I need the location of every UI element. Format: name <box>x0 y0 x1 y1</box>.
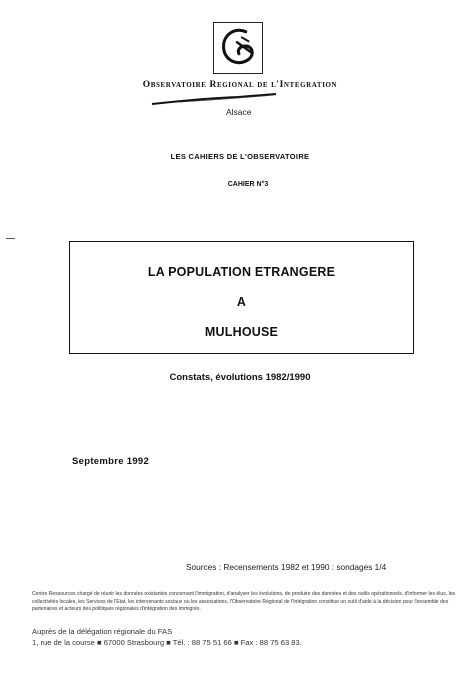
margin-mark <box>6 238 15 239</box>
title-line-1: LA POPULATION ETRANGERE <box>147 265 336 279</box>
title-line-3: MULHOUSE <box>204 325 279 339</box>
pen-swoosh-icon <box>150 92 280 108</box>
region-label: Alsace <box>226 107 252 117</box>
publication-date: Septembre 1992 <box>72 456 150 467</box>
org-logo-icon <box>213 22 263 74</box>
title-box <box>69 241 414 354</box>
title-line-2: A <box>236 295 247 309</box>
address-line-2: 1, rue de la course ■ 67000 Strasbourg ■ Tél. : 88 75 51 66 ■ Fax : 88 75 63 83. <box>32 638 302 647</box>
organization-name: Observatoire Regional de l'Integration <box>142 80 338 90</box>
organization-description: Centre Ressources chargé de réunir les données existantes concernant l'immigration, d'analyser les évolutions, de produire des données et des outils opérationnels, d'informer les élus, les collectivités locales, les Services de l'Etat, les intervenants sociaux ou les associations, l'Observatoire Régional de l'Intégration constitue un outil d'aide à la décision pour l'ensemble des partenaires et acteurs des politiques régionales d'intégration des immigrés. <box>32 591 456 613</box>
series-title: LES CAHIERS DE L'OBSERVATOIRE <box>170 152 310 161</box>
issue-number: CAHIER N°3 <box>227 181 269 188</box>
address-line-1: Auprès de la délégation régionale du FAS <box>32 627 173 636</box>
sources-note: Sources : Recensements 1982 et 1990 : sondages 1/4 <box>186 562 387 572</box>
subtitle: Constats, évolutions 1982/1990 <box>169 372 311 383</box>
